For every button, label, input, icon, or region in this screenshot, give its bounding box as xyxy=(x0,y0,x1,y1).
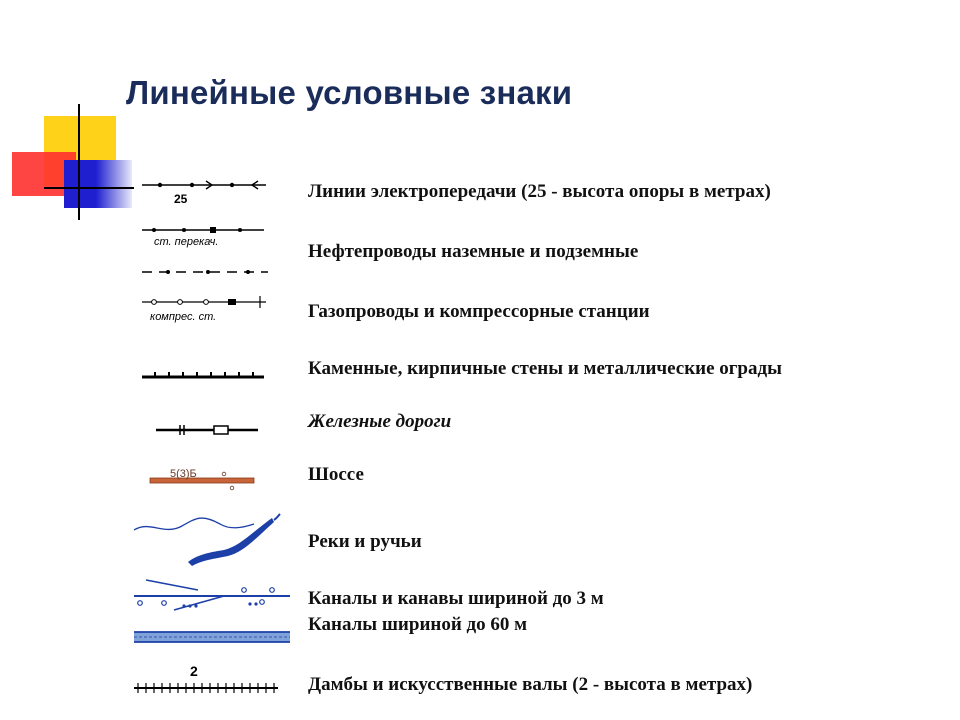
label-railways: Железные дороги xyxy=(308,411,452,432)
label-oil-pipelines: Нефтепроводы наземные и подземные xyxy=(308,241,639,262)
pump-station-label: ст. перекач. xyxy=(154,236,219,248)
label-power-lines: Линии электропередачи (25 - высота опоры в метрах) xyxy=(308,181,771,202)
slide-title: Линейные условные знаки xyxy=(126,74,573,111)
gas-pipeline-symbol xyxy=(140,292,270,328)
label-highway: Шоссе xyxy=(308,464,364,485)
railway-symbol xyxy=(154,422,264,438)
river-symbol xyxy=(132,510,282,570)
power-height-label: 25 xyxy=(174,192,188,206)
oil-pipeline-symbol xyxy=(140,220,270,282)
decor-vertical-line xyxy=(78,104,80,220)
decorative-squares xyxy=(0,0,140,220)
power-line-symbol xyxy=(140,176,270,206)
fade-overlay xyxy=(96,160,136,212)
decor-horizontal-line xyxy=(44,187,134,189)
compressor-station-label: компрес. ст. xyxy=(150,311,217,323)
dam-symbol xyxy=(132,660,282,700)
canal-small-symbol xyxy=(132,576,294,620)
label-rivers: Реки и ручьи xyxy=(308,531,422,552)
highway-label: 5(3)Б xyxy=(170,468,197,480)
label-canals-small: Каналы и канавы шириной до 3 м xyxy=(308,588,604,609)
label-dams: Дамбы и искусственные валы (2 - высота в метрах) xyxy=(308,674,753,695)
wall-fence-symbol xyxy=(140,368,270,384)
label-canals-wide: Каналы шириной до 60 м xyxy=(308,614,528,635)
highway-symbol xyxy=(148,466,260,492)
label-gas-pipelines: Газопроводы и компрессорные станции xyxy=(308,301,650,322)
label-walls-fences: Каменные, кирпичные стены и металлические ограды xyxy=(308,358,782,379)
canal-wide-symbol xyxy=(132,628,294,648)
dam-height-label: 2 xyxy=(190,663,198,679)
